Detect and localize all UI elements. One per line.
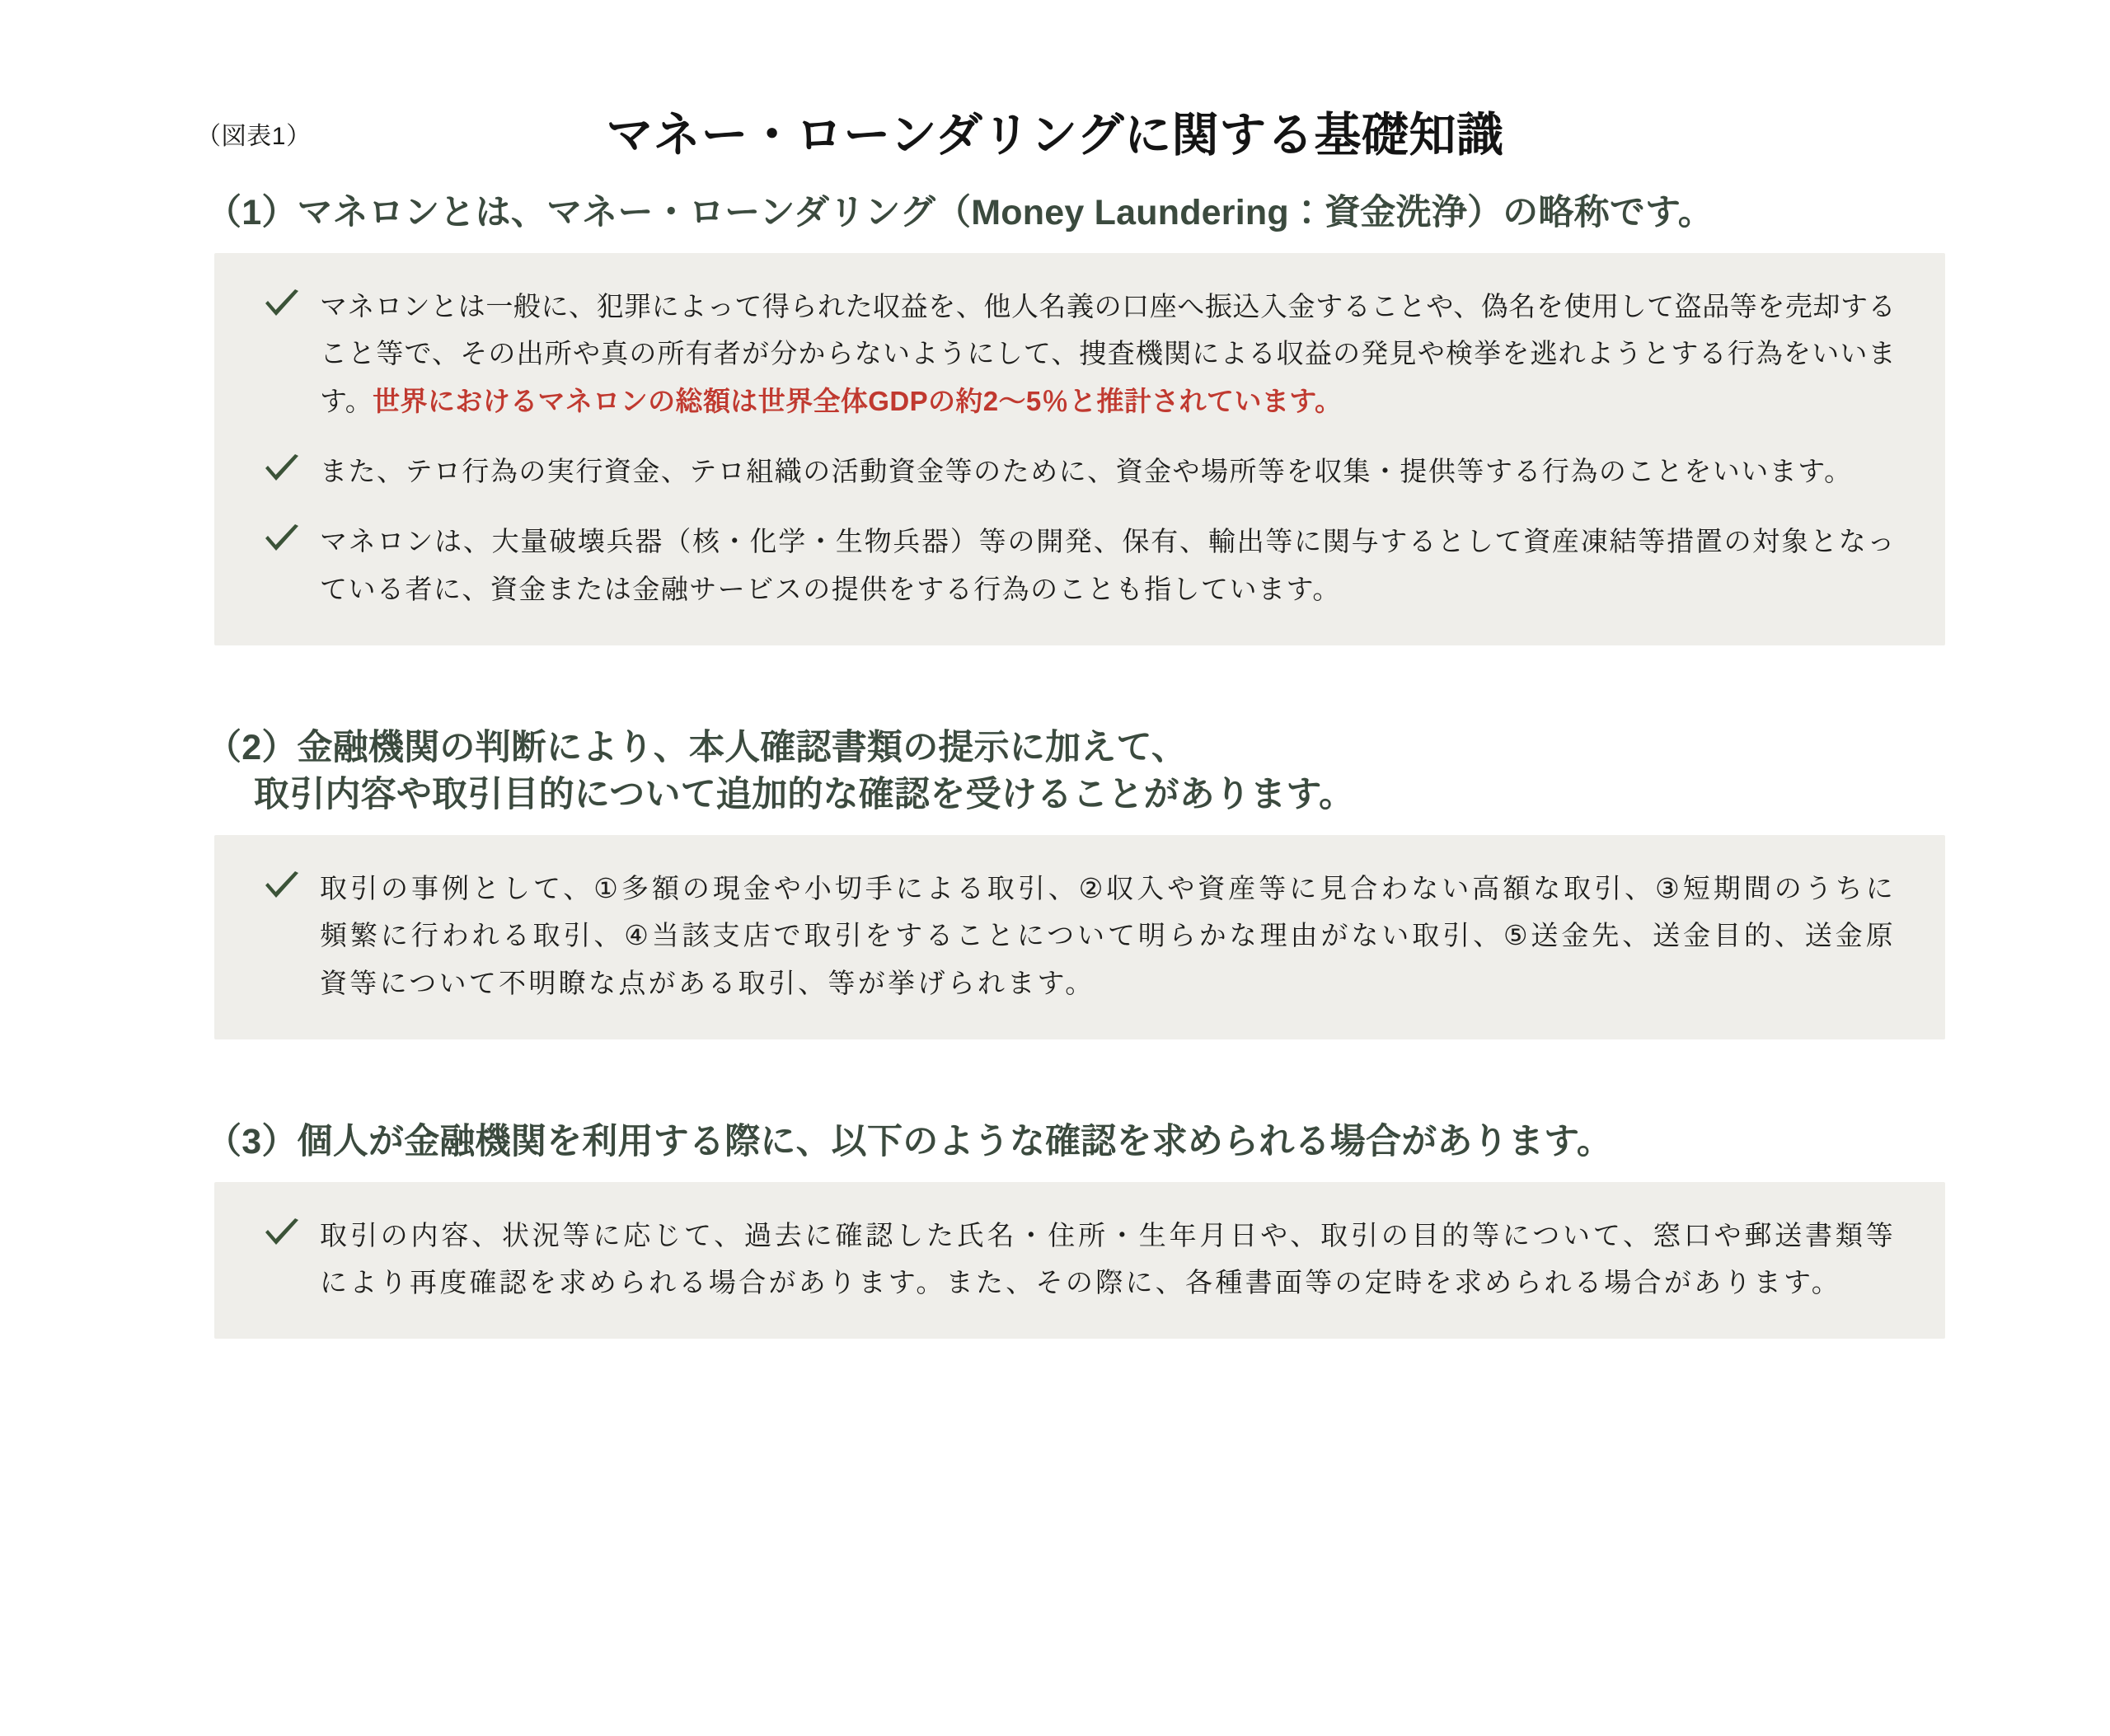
list-item-text — [320, 448, 1896, 495]
list-item-text-highlight: 世界におけるマネロンの総額は世界全体GDPの約2〜5％と推計されています。 — [373, 385, 1343, 416]
section-1 — [0, 190, 2110, 645]
list-item-text-plain: 取引の事例として、①多額の現金や小切手による取引、②収入や資産等に見合わない高額な取引、③短期間のうちに頻繁に行われる取引、④当該支店で取引をすることについて明らかな理由がない取引、⑤送金先、送金目的、送金原資等について不明瞭な点がある取引、等が挙げられます。 — [320, 872, 1896, 998]
section-2-heading-line1: （2）金融機関の判断により、本人確認書類の提示に加えて、 — [206, 728, 1188, 768]
section-1-heading: （1）マネロンとは、マネー・ローンダリング（Money Laundering：資金洗浄）の略称です。 — [206, 193, 1714, 232]
list-item-text-plain: また、テロ行為の実行資金、テロ組織の活動資金等のために、資金や場所等を収集・提供等する行為のことをいいます。 — [320, 455, 1853, 486]
list-item-text-plain: マネロンは、大量破壊兵器（核・化学・生物兵器）等の開発、保有、輸出等に関与するとして資産凍結等措置の対象となっている者に、資金または金融サービスの提供をする行為のことも指しています。 — [320, 526, 1896, 604]
section-2-heading-line2: 取引内容や取引目的について追加的な確認を受けることがあります。 — [254, 774, 1355, 814]
check-icon — [264, 524, 308, 554]
list-item-text — [320, 865, 1896, 1006]
check-icon — [264, 871, 308, 901]
check-icon — [264, 289, 308, 319]
section-3-content-box — [214, 1182, 1945, 1340]
section-2-content-box — [214, 835, 1945, 1039]
list-item-text — [320, 1212, 1896, 1307]
list-item-text — [320, 283, 1896, 425]
list-item — [264, 448, 1896, 495]
list-item — [264, 283, 1896, 425]
section-1-content-box — [214, 253, 1945, 645]
list-item — [264, 518, 1896, 612]
list-item-text-plain: マネロンとは一般に、犯罪によって得られた収益を、他人名義の口座へ振込入金することや、偽名を使用して盗品等を売却すること等で、その出所や真の所有者が分からないようにして、捜査機関による収益の発見や検挙を逃れようとする行為をいいます。 — [320, 290, 1896, 416]
check-icon — [264, 454, 308, 484]
list-item — [264, 1212, 1896, 1307]
section-2 — [0, 725, 2110, 1039]
section-3-heading: （3）個人が金融機関を利用する際に、以下のような確認を求められる場合があります。 — [206, 1121, 1613, 1161]
list-item-text — [320, 518, 1896, 612]
page-title: マネー・ローンダリングに関する基礎知識 — [606, 109, 1504, 162]
check-icon — [264, 1218, 308, 1248]
document-header — [0, 0, 2110, 162]
list-item — [264, 865, 1896, 1006]
section-3 — [0, 1119, 2110, 1340]
figure-label: （図表1） — [196, 123, 312, 150]
section-2-heading — [206, 725, 1945, 819]
list-item-text-plain: 取引の内容、状況等に応じて、過去に確認した氏名・住所・生年月日や、取引の目的等について、窓口や郵送書類等により再度確認を求められる場合があります。また、その際に、各種書面等の定時を求められる場合があります。 — [320, 1219, 1896, 1298]
